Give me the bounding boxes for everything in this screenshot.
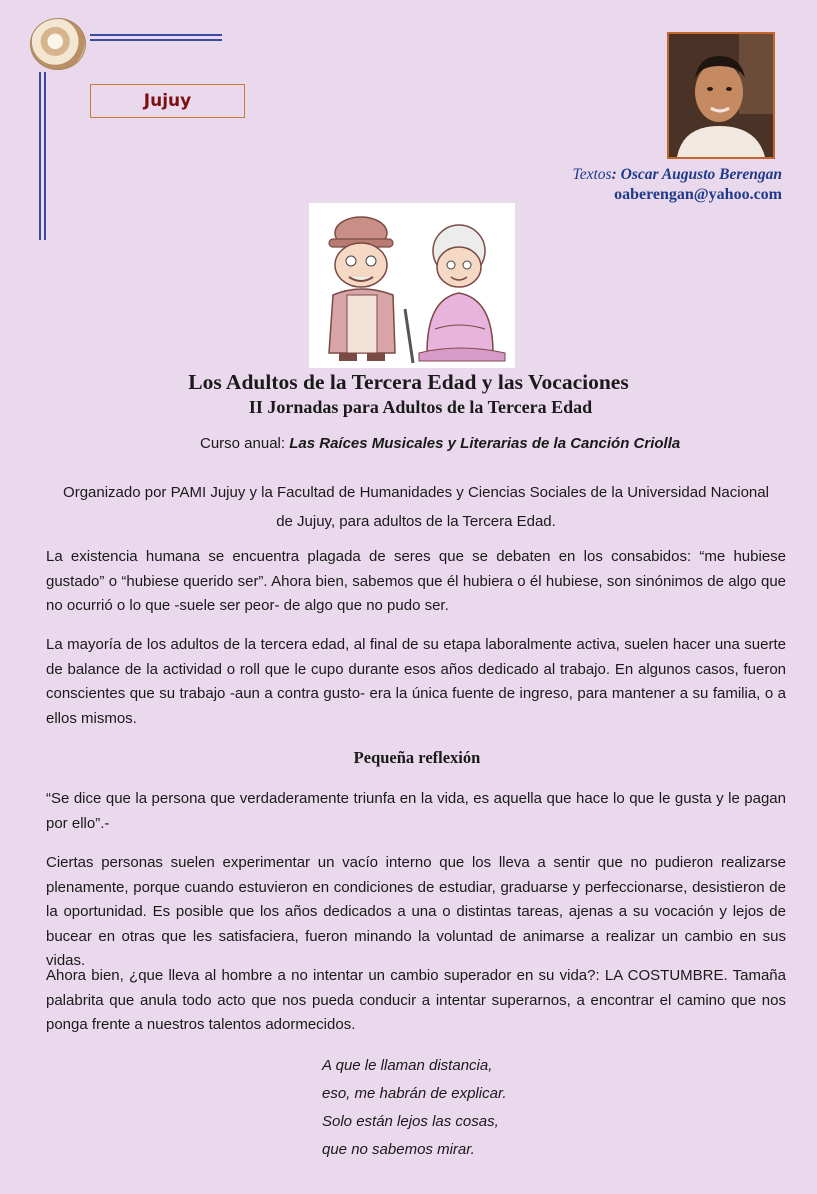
article-title: Los Adultos de la Tercera Edad y las Vocaciones [188, 370, 629, 394]
quote-paragraph: “Se dice que la persona que verdaderamente triunfa en la vida, es aquella que hace lo que le gusta y le pagan por ello”.- [46, 790, 786, 832]
frame-line-left-2 [44, 72, 46, 240]
elderly-couple-illustration [309, 203, 515, 368]
paragraph-4: Ahora bien, ¿que lleva al hombre a no intentar un cambio superador en su vida?: LA COSTUMBRE. Tamaña palabrita que anula todo acto que nos pueda conducir a intentar superarnos, a encontrar el camino que nos ponga frente a nuestros talentos adormecidos. [46, 967, 786, 1034]
author-colon: : [611, 166, 617, 183]
poem-line: Solo están lejos las cosas, [322, 1113, 499, 1130]
course-line [200, 435, 680, 452]
paragraph-2: La mayoría de los adultos de la tercera edad, al final de su etapa laboralmente activa, suelen hacer una suerte de balance de la actividad o roll que le cupo durante esos años dedicado al trabajo. En algunos casos, fueron conscientes que su trabajo -aun a contra gusto- era la única fuente de ingreso, para mantener a su familia, o a ellos mismos. [46, 636, 786, 727]
author-prefix: Textos [572, 166, 612, 183]
elderly-couple-icon [309, 203, 515, 368]
section-heading: Pequeña reflexión [353, 748, 481, 767]
course-name: Las Raíces Musicales y Literarias de la Canción Criolla [289, 435, 681, 452]
region-label-text: Jujuy [143, 91, 192, 111]
author-name: Oscar Augusto Berengan [620, 166, 782, 183]
article-subtitle: II Jornadas para Adultos de la Tercera Edad [248, 397, 593, 417]
poem-line: A que le llaman distancia, [322, 1057, 493, 1074]
region-label [90, 84, 245, 118]
poem-block [322, 1052, 507, 1164]
author-name-line [573, 166, 782, 184]
poem-line: eso, me habrán de explicar. [322, 1085, 507, 1102]
paragraph-3: Ciertas personas suelen experimentar un vacío interno que los lleva a sentir que no pudieron realizarse plenamente, porque cuando estuvieron en condiciones de estudiar, graduarse y perfeccionarse, desistieron de la oportunidad. Es posible que los años dedicados a una o distintas tareas, ajenas a su vocación y lejos de bucear en otras que les satisfaciera, fueron minando la voluntad de animarse a realizar un cambio en sus vidas. [46, 854, 786, 970]
flower-emblem-icon [30, 18, 86, 70]
organizer-line-1: Organizado por PAMI Jujuy y la Facultad de Humanidades y Ciencias Sociales de la Universidad Nacional [63, 484, 769, 501]
author-credit [573, 166, 782, 204]
author-email[interactable]: oaberengan@yahoo.com [614, 186, 782, 203]
author-photo [667, 32, 775, 159]
author-portrait-icon [669, 34, 773, 157]
frame-line-top-2 [90, 39, 222, 41]
poem-line: que no sabemos mirar. [322, 1141, 475, 1158]
organizer-line-2: de Jujuy, para adultos de la Tercera Edad. [276, 513, 556, 530]
organizer-block [40, 478, 792, 536]
paragraph-1: La existencia humana se encuentra plagada de seres que se debaten en los consabidos: “me hubiese gustado” o “hubiese querido ser”. Ahora bien, sabemos que él hubiera o él hubiese, son sinónimos de algo que no ocurrió o lo que -suele ser peor- de algo que no pudo ser. [46, 548, 786, 615]
frame-line-left-1 [39, 72, 41, 240]
course-prefix: Curso anual: [200, 435, 290, 452]
frame-line-top-1 [90, 34, 222, 36]
